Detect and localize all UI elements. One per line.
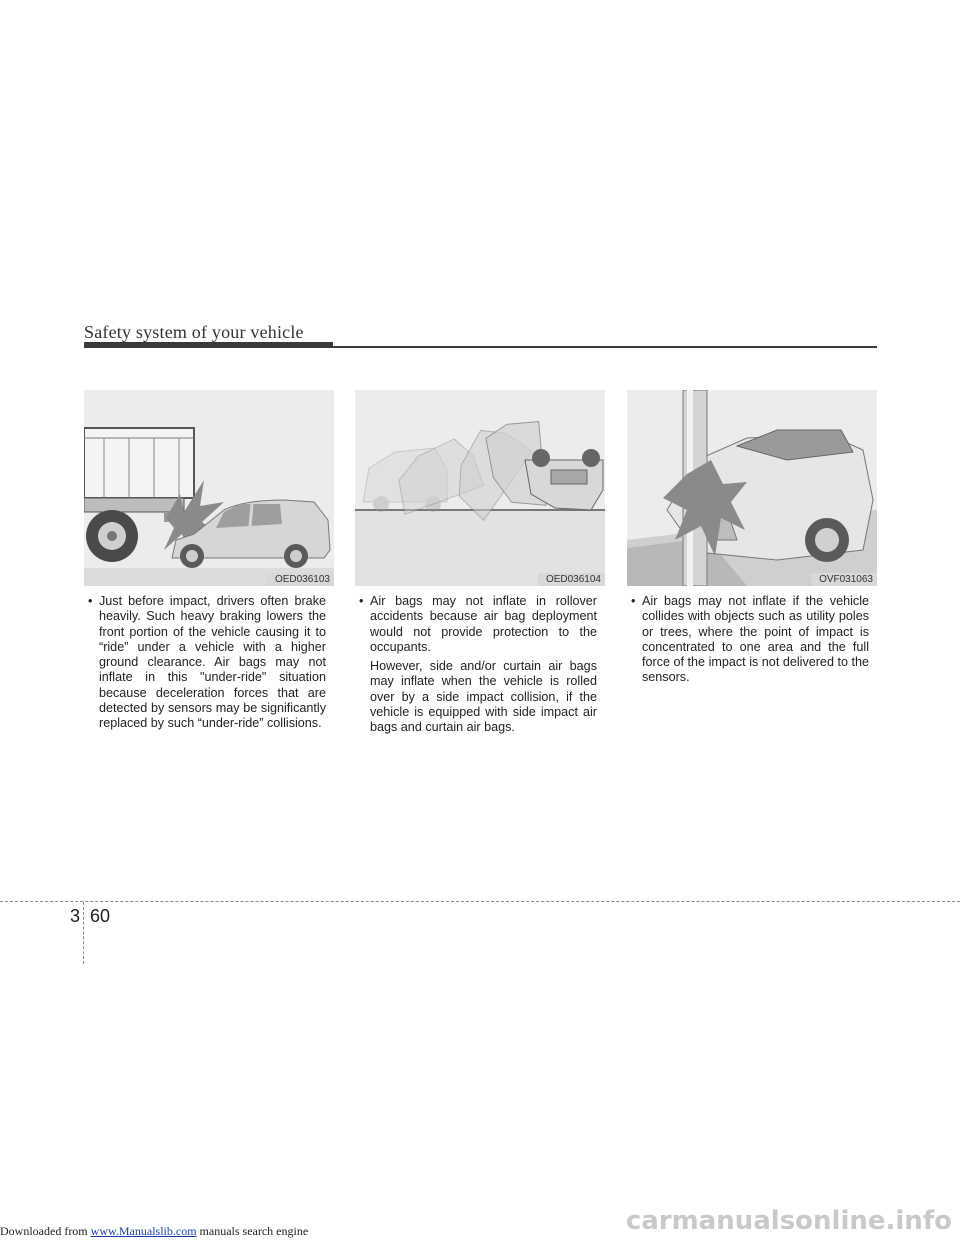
watermark: carmanualsonline.info xyxy=(625,1206,952,1236)
figure-pole-impact xyxy=(627,390,877,586)
footer-divider xyxy=(83,902,84,964)
bullet-item xyxy=(359,594,597,655)
figure-code: OVF031063 xyxy=(811,573,877,586)
continuation-paragraph: However, side and/or curtain air bags may inflate when the vehicle is rolled over by a side impact collision, if the vehicle is equipped with side impact air bags and curtain air bags. xyxy=(370,659,597,735)
figure-rollover xyxy=(355,390,605,586)
header-rule-thick xyxy=(84,342,333,348)
text-column-3 xyxy=(631,594,869,686)
bullet-item xyxy=(88,594,326,732)
bullet-marker: • xyxy=(631,594,636,608)
bullet-text: Air bags may not inflate if the vehicle collides with objects such as utility poles or trees, where the point of impact is concentrated to one area and the full force of the impact is not delivered to the sensors. xyxy=(642,594,869,685)
bullet-marker: • xyxy=(359,594,364,608)
download-prefix: Downloaded from xyxy=(0,1224,91,1238)
footer-rule xyxy=(0,901,960,902)
bullet-text: Air bags may not inflate in rollover accidents because air bag deployment would not provide protection to the occupants. xyxy=(370,594,597,654)
figure-under-ride xyxy=(84,390,334,586)
download-suffix: manuals search engine xyxy=(196,1224,309,1238)
download-notice xyxy=(0,1224,308,1239)
figure-code: OED036103 xyxy=(267,573,334,586)
figure-code: OED036104 xyxy=(538,573,605,586)
page-number: 60 xyxy=(90,906,111,926)
text-column-2 xyxy=(359,594,597,736)
bullet-text: Just before impact, drivers often brake heavily. Such heavy braking lowers the front portion of the vehicle causing it to “ride” under a vehicle with a higher ground clearance. Air bags may not inflate in this "under-ride" situation because deceleration forces that are detected by sensors may be significantly replaced by such “under-ride” collisions. xyxy=(99,594,326,731)
header-rule-thin xyxy=(333,346,877,348)
manualslib-link[interactable]: www.Manualslib.com xyxy=(90,1224,197,1238)
page-header-title: Safety system of your vehicle xyxy=(84,322,304,342)
chapter-number: 3 xyxy=(70,906,81,926)
bullet-item xyxy=(631,594,869,686)
bullet-marker: • xyxy=(88,594,93,608)
text-column-1 xyxy=(88,594,326,732)
